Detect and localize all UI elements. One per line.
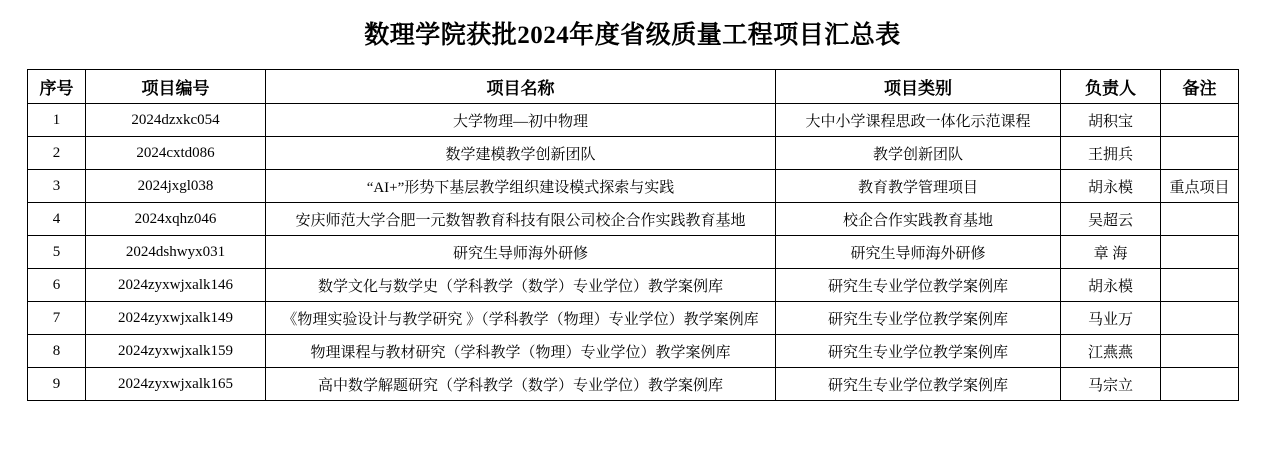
cell-name: “AI+”形势下基层教学组织建设模式探索与实践 xyxy=(266,170,776,203)
table-row xyxy=(28,368,1239,401)
table-row xyxy=(28,269,1239,302)
page-title: 数理学院获批2024年度省级质量工程项目汇总表 xyxy=(364,22,901,49)
cell-owner: 王拥兵 xyxy=(1061,137,1161,170)
cell-category: 教学创新团队 xyxy=(776,137,1061,170)
cell-name: 研究生导师海外研修 xyxy=(266,236,776,269)
cell-owner: 吴超云 xyxy=(1061,203,1161,236)
cell-index: 9 xyxy=(28,368,86,401)
column-header-index: 序号 xyxy=(28,70,86,104)
cell-owner: 马业万 xyxy=(1061,302,1161,335)
cell-code: 2024zyxwjxalk165 xyxy=(86,368,266,401)
cell-index: 8 xyxy=(28,335,86,368)
cell-category: 研究生专业学位教学案例库 xyxy=(776,368,1061,401)
table-row xyxy=(28,335,1239,368)
column-header-category: 项目类别 xyxy=(776,70,1061,104)
cell-code: 2024zyxwjxalk149 xyxy=(86,302,266,335)
cell-index: 7 xyxy=(28,302,86,335)
cell-code: 2024dshwyx031 xyxy=(86,236,266,269)
cell-category: 大中小学课程思政一体化示范课程 xyxy=(776,104,1061,137)
table-row xyxy=(28,302,1239,335)
cell-owner: 江燕燕 xyxy=(1061,335,1161,368)
cell-owner: 马宗立 xyxy=(1061,368,1161,401)
cell-name: 高中数学解题研究（学科教学（数学）专业学位）教学案例库 xyxy=(266,368,776,401)
cell-note xyxy=(1161,236,1239,269)
table-row xyxy=(28,203,1239,236)
cell-code: 2024jxgl038 xyxy=(86,170,266,203)
cell-owner: 胡永模 xyxy=(1061,269,1161,302)
cell-name: 物理课程与教材研究（学科教学（物理）专业学位）教学案例库 xyxy=(266,335,776,368)
cell-note xyxy=(1161,302,1239,335)
cell-category: 研究生专业学位教学案例库 xyxy=(776,269,1061,302)
cell-name: 大学物理—初中物理 xyxy=(266,104,776,137)
cell-name: 数学建模教学创新团队 xyxy=(266,137,776,170)
table-row xyxy=(28,137,1239,170)
document-page xyxy=(0,21,1265,472)
cell-index: 4 xyxy=(28,203,86,236)
cell-note xyxy=(1161,368,1239,401)
cell-code: 2024dzxkc054 xyxy=(86,104,266,137)
column-header-code: 项目编号 xyxy=(86,70,266,104)
project-summary-table xyxy=(27,69,1239,401)
table-header-row xyxy=(28,70,1239,104)
cell-category: 研究生导师海外研修 xyxy=(776,236,1061,269)
cell-owner: 胡积宝 xyxy=(1061,104,1161,137)
cell-owner: 章 海 xyxy=(1061,236,1161,269)
cell-category: 研究生专业学位教学案例库 xyxy=(776,335,1061,368)
cell-code: 2024cxtd086 xyxy=(86,137,266,170)
cell-category: 教育教学管理项目 xyxy=(776,170,1061,203)
column-header-owner: 负责人 xyxy=(1061,70,1161,104)
cell-category: 研究生专业学位教学案例库 xyxy=(776,302,1061,335)
cell-note xyxy=(1161,137,1239,170)
cell-note xyxy=(1161,104,1239,137)
cell-index: 6 xyxy=(28,269,86,302)
cell-note xyxy=(1161,269,1239,302)
cell-owner: 胡永模 xyxy=(1061,170,1161,203)
cell-index: 1 xyxy=(28,104,86,137)
table-row xyxy=(28,170,1239,203)
column-header-note: 备注 xyxy=(1161,70,1239,104)
table-row xyxy=(28,236,1239,269)
cell-name: 数学文化与数学史（学科教学（数学）专业学位）教学案例库 xyxy=(266,269,776,302)
cell-index: 2 xyxy=(28,137,86,170)
table-container xyxy=(0,69,1265,401)
cell-index: 3 xyxy=(28,170,86,203)
cell-code: 2024xqhz046 xyxy=(86,203,266,236)
cell-code: 2024zyxwjxalk146 xyxy=(86,269,266,302)
cell-name: 《物理实验设计与教学研究 》（学科教学（物理）专业学位）教学案例库 xyxy=(266,302,776,335)
table-row xyxy=(28,104,1239,137)
cell-index: 5 xyxy=(28,236,86,269)
cell-code: 2024zyxwjxalk159 xyxy=(86,335,266,368)
column-header-name: 项目名称 xyxy=(266,70,776,104)
cell-note: 重点项目 xyxy=(1161,170,1239,203)
cell-name: 安庆师范大学合肥一元数智教育科技有限公司校企合作实践教育基地 xyxy=(266,203,776,236)
cell-note xyxy=(1161,335,1239,368)
cell-category: 校企合作实践教育基地 xyxy=(776,203,1061,236)
cell-note xyxy=(1161,203,1239,236)
